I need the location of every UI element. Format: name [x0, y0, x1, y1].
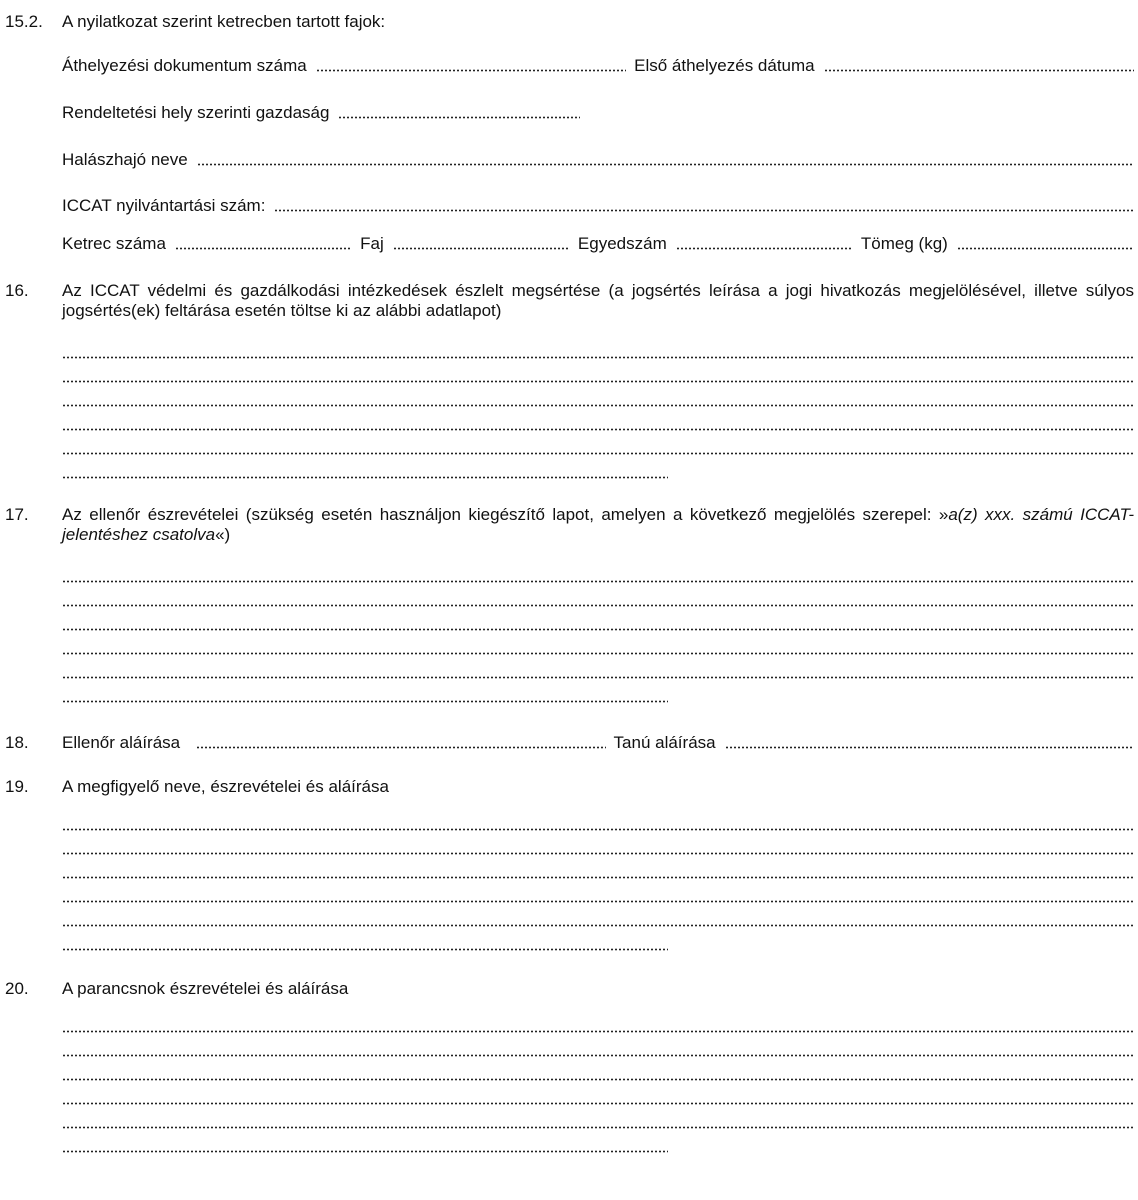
section-text: A parancsnok észrevételei és aláírása [62, 979, 349, 998]
iccat-reg-label: ICCAT nyilvántartási szám: [62, 196, 266, 215]
destination-farm-field[interactable] [338, 116, 580, 119]
first-transfer-date-field[interactable] [824, 69, 1134, 72]
section-16 [5, 281, 1134, 491]
section-number: 19. [5, 777, 29, 796]
section-number: 17. [5, 505, 29, 524]
destination-farm-label: Rendeltetési hely szerinti gazdaság [62, 103, 330, 122]
vessel-name-field[interactable] [197, 163, 1134, 166]
witness-sig-field[interactable] [725, 746, 1134, 749]
section-number: 16. [5, 281, 29, 300]
weight-field[interactable] [957, 247, 1134, 250]
first-transfer-date-label: Első áthelyezés dátuma [634, 56, 815, 75]
destination-farm-row [62, 103, 1134, 123]
vessel-name-label: Halászhajó neve [62, 150, 188, 169]
section-title: A nyilatkozat szerint ketrecben tartott fajok: [62, 12, 386, 31]
iccat-reg-row [62, 196, 1134, 216]
section-number: 18. [5, 733, 29, 752]
section-text: Az ICCAT védelmi és gazdálkodási intézkedések észlelt megsértése (a jogsértés leírása a jogi hivatkozás megjelölésével, illetve súlyos jogsértés(ek) feltárása esetén töltse ki az alábbi adatlapot) [62, 281, 1134, 320]
section-17 [5, 505, 1134, 715]
cage-row [62, 234, 1134, 254]
weight-label: Tömeg (kg) [860, 234, 948, 253]
cage-number-label: Ketrec száma [62, 234, 166, 253]
section-text: Az ellenőr észrevételei (szükség esetén használjon kiegészítő lapot, amelyen a következő megjelölés szerepel: »a(z) xxx. számú ICCAT-jelentéshez csatolva«) [62, 505, 1134, 544]
doc-number-label: Áthelyezési dokumentum száma [62, 56, 307, 75]
inspector-sig-label: Ellenőr aláírása [62, 733, 181, 752]
inspector-comments-lines[interactable] [62, 565, 1134, 709]
section-15-2 [5, 12, 1134, 257]
species-field[interactable] [393, 247, 570, 250]
vessel-name-row [62, 150, 1134, 170]
inspector-sig-field[interactable] [196, 746, 605, 749]
signature-row [62, 733, 1134, 753]
observer-fill-lines[interactable] [62, 813, 1134, 957]
species-label: Faj [360, 234, 384, 253]
section-18 [5, 733, 1134, 757]
iccat-reg-field[interactable] [274, 209, 1134, 212]
section-number: 20. [5, 979, 29, 998]
section-19 [5, 777, 1134, 967]
cage-number-field[interactable] [175, 247, 352, 250]
section-number: 15.2. [5, 12, 43, 31]
witness-sig-label: Tanú aláírása [613, 733, 716, 752]
count-label: Egyedszám [577, 234, 667, 253]
doc-number-field[interactable] [316, 69, 626, 72]
transfer-doc-row [62, 56, 1134, 76]
violation-fill-lines[interactable] [62, 341, 1134, 485]
master-fill-lines[interactable] [62, 1015, 1134, 1159]
section-text: A megfigyelő neve, észrevételei és aláírása [62, 777, 389, 796]
section-20 [5, 979, 1134, 1169]
count-field[interactable] [676, 247, 853, 250]
